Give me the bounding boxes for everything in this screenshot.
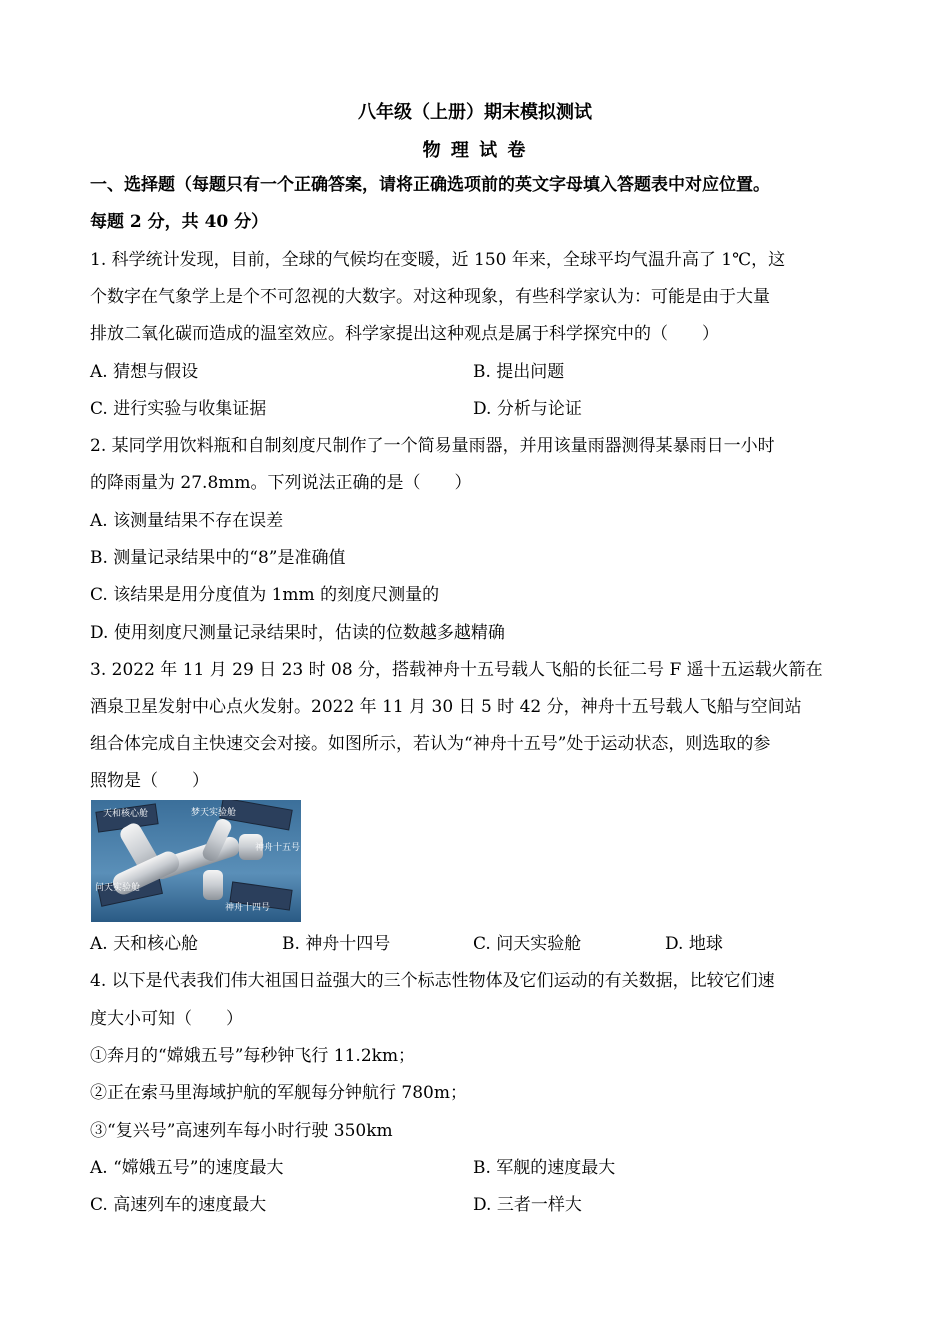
q4-stem-line: 4. 以下是代表我们伟大祖国日益强大的三个标志性物体及它们运动的有关数据，比较它们速 bbox=[90, 971, 775, 991]
q4-data-item: ②正在索马里海域护航的军舰每分钟航行 780m； bbox=[90, 1083, 467, 1103]
q4-option-c: C. 高速列车的速度最大 bbox=[90, 1195, 267, 1215]
label-shenzhou14: 神舟十四号 bbox=[225, 903, 271, 913]
q4-data-item: ①奔月的“嫦娥五号”每秒钟飞行 11.2km； bbox=[90, 1046, 416, 1066]
section-heading-cont: 每题 2 分，共 40 分） bbox=[90, 212, 269, 232]
q3-option-b: B. 神舟十四号 bbox=[282, 934, 391, 954]
space-station-figure bbox=[91, 800, 301, 922]
page-title: 八年级（上册）期末模拟测试 bbox=[358, 102, 592, 123]
q4-option-d: D. 三者一样大 bbox=[473, 1195, 582, 1215]
q4-option-b: B. 军舰的速度最大 bbox=[473, 1158, 616, 1178]
q1-option-b: B. 提出问题 bbox=[473, 362, 565, 382]
q2-option-a: A. 该测量结果不存在误差 bbox=[90, 511, 284, 531]
q3-stem-line: 3. 2022 年 11 月 29 日 23 时 08 分，搭载神舟十五号载人飞船的长征二号 F 遥十五运载火箭在 bbox=[90, 660, 823, 680]
q4-stem-line: 度大小可知（ ） bbox=[90, 1009, 243, 1029]
q4-option-a: A. “嫦娥五号”的速度最大 bbox=[90, 1158, 284, 1178]
q1-stem-line: 1. 科学统计发现，目前，全球的气候均在变暖，近 150 年来，全球平均气温升高了 1℃，这 bbox=[90, 250, 786, 270]
q2-option-c: C. 该结果是用分度值为 1mm 的刻度尺测量的 bbox=[90, 585, 440, 605]
q2-stem-line: 2. 某同学用饮料瓶和自制刻度尺制作了一个简易量雨器，并用该量雨器测得某暴雨日一小时 bbox=[90, 436, 775, 456]
label-mengtian: 梦天实验舱 bbox=[191, 808, 237, 818]
q3-stem-line: 照物是（ ） bbox=[90, 771, 209, 791]
q1-option-c: C. 进行实验与收集证据 bbox=[90, 399, 267, 419]
q1-stem-line: 排放二氧化碳而造成的温室效应。科学家提出这种观点是属于科学探究中的（ ） bbox=[90, 324, 719, 344]
q3-option-a: A. 天和核心舱 bbox=[90, 934, 199, 954]
q2-option-b: B. 测量记录结果中的“8”是准确值 bbox=[90, 548, 346, 568]
label-wentian: 问天实验舱 bbox=[95, 883, 141, 893]
q1-stem-line: 个数字在气象学上是个不可忽视的大数字。对这种现象，有些科学家认为：可能是由于大量 bbox=[90, 287, 770, 307]
q2-option-d: D. 使用刻度尺测量记录结果时，估读的位数越多越精确 bbox=[90, 623, 505, 643]
q3-stem-line: 组合体完成自主快速交会对接。如图所示，若认为“神舟十五号”处于运动状态，则选取的参 bbox=[90, 734, 771, 754]
q2-stem-line: 的降雨量为 27.8mm。下列说法正确的是（ ） bbox=[90, 473, 472, 493]
q3-option-d: D. 地球 bbox=[665, 934, 723, 954]
label-tianhe: 天和核心舱 bbox=[103, 809, 149, 819]
section-heading: 一、选择题（每题只有一个正确答案，请将正确选项前的英文字母填入答题表中对应位置。 bbox=[90, 175, 770, 195]
label-shenzhou15: 神舟十五号 bbox=[255, 843, 301, 853]
q4-data-item: ③“复兴号”高速列车每小时行驶 350km bbox=[90, 1121, 393, 1141]
q3-option-c: C. 问天实验舱 bbox=[473, 934, 582, 954]
q3-stem-line: 酒泉卫星发射中心点火发射。2022 年 11 月 30 日 5 时 42 分，神舟十五号载人飞船与空间站 bbox=[90, 697, 802, 717]
q1-option-a: A. 猜想与假设 bbox=[90, 362, 199, 382]
page-subtitle: 物 理 试 卷 bbox=[422, 140, 528, 161]
q1-option-d: D. 分析与论证 bbox=[473, 399, 582, 419]
